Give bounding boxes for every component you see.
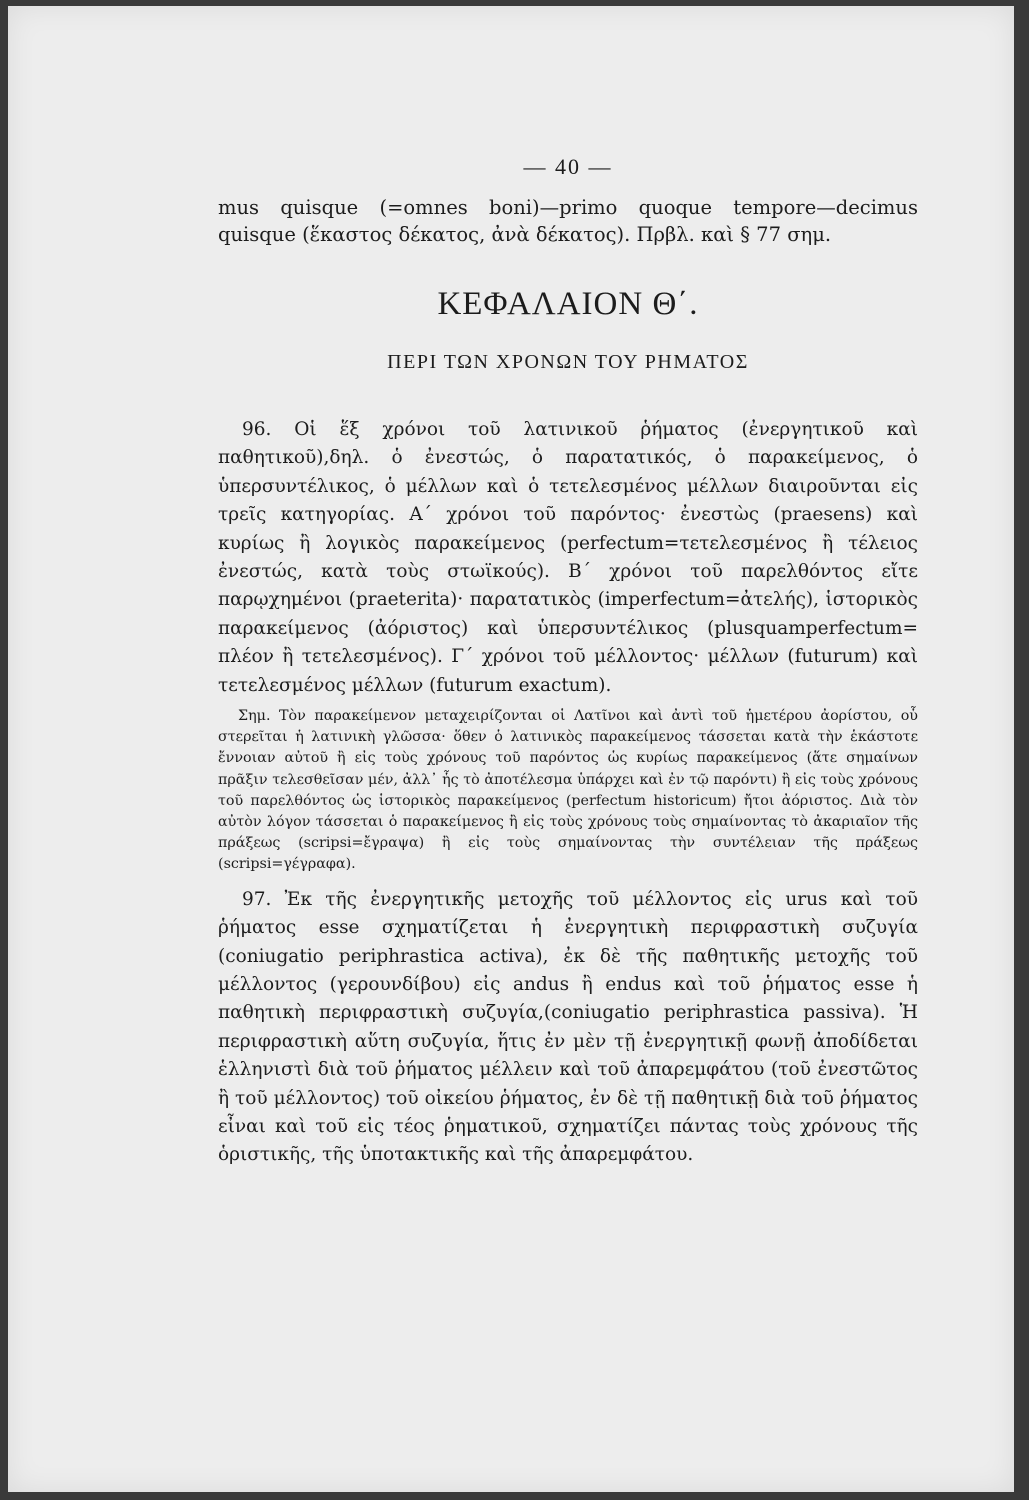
section-97: 97. Ἐκ τῆς ἐνεργητικῆς μετοχῆς τοῦ μέλλοντος εἰς urus καὶ τοῦ ῥήματος esse σχηματίζεται ἡ ἐνεργητικὴ περιφραστικὴ συζυγία (coniugatio periphrastica activa), ἐκ δὲ τῆς παθητικῆς μετοχῆς τοῦ μέλλοντος (γερουνδίβου) εἰς andus ἢ endus καὶ τοῦ ῥήματος esse ἡ παθητικὴ περιφραστικὴ συζυγία,(coniugatio periphrastica passiva). Ἡ περιφραστικὴ αὕτη συζυγία, ἥτις ἐν μὲν τῇ ἐνεργητικῇ φωνῇ ἀποδίδεται ἑλληνιστὶ διὰ τοῦ ῥήματος μέλλειν καὶ τοῦ ἀπαρεμφάτου (τοῦ ἐνεστῶτος ἢ τοῦ μέλλοντος) τοῦ οἰκείου ῥήματος, ἐν δὲ τῇ παθητικῇ διὰ τοῦ ῥήματος εἶναι καὶ τοῦ εἰς τέος ῥηματικοῦ, σχηματίζει πάντας τοὺς χρόνους τῆς ὁριστικῆς, τῆς ὑποτακτικῆς καὶ τῆς ἀπαρεμφάτου. [218, 888, 918, 1166]
section-96-note: Σημ. Τὸν παρακείμενον μεταχειρίζονται οἱ Λατῖνοι καὶ ἀντὶ τοῦ ἡμετέρου ἀορίστου, οὗ στερεῖται ἡ λατινικὴ γλῶσσα· ὅθεν ὁ λατινικὸς παρακείμενος τάσσεται κατὰ τὴν ἑκάστοτε ἔννοιαν αὐτοῦ ἢ εἰς τοὺς χρόνους τοῦ παρόντος ὡς κυρίως παρακείμενος (ἅτε σημαίνων πρᾶξιν τελεσθεῖσαν μέν, ἀλλ᾽ ἧς τὸ ἀποτέλεσμα ὑπάρχει καὶ ἐν τῷ παρόντι) ἢ εἰς τοὺς χρόνους τοῦ παρελθόντος ὡς ἱστορικὸς παρακείμενος (perfectum historicum) ἤτοι ἀόριστος. Διὰ τὸν αὐτὸν λόγον τάσσεται ὁ παρακείμενος ἢ εἰς τοὺς χρόνους τοὺς σημαίνοντας τὸ ἀκαριαῖον τῆς πράξεως (scripsi=ἔγραψα) ἢ εἰς τοὺς σημαίνοντας τὴν συντέλειαν τῆς πράξεως (scripsi=γέγραφα). [218, 708, 918, 873]
section-96: 96. Οἱ ἕξ χρόνοι τοῦ λατινικοῦ ῥήματος (ἐνεργητικοῦ καὶ παθητικοῦ),δηλ. ὁ ἐνεστώς, ὁ παρατατικός, ὁ παρακείμενος, ὁ ὑπερσυντέλικος, ὁ μέλλων καὶ ὁ τετελεσμένος μέλλων διαιροῦνται εἰς τρεῖς κατηγορίας. Α΄ χρόνοι τοῦ παρόντος· ἐνεστὼς (praesens) καὶ κυρίως ἢ λογικὸς παρακείμενος (perfectum=τετελεσμένος ἢ τέλειος ἐνεστώς, κατὰ τοὺς στωϊκούς). Β΄ χρόνοι τοῦ παρελθόντος εἴτε παρῳχημένοι (praeterita)· παρατατικὸς (imperfectum=ἀτελής), ἱστορικὸς παρακείμενος (ἀόριστος) καὶ ὑπερσυντέλικος (plusquamperfectum= πλέον ἢ τετελεσμένος). Γ΄ χρόνοι τοῦ μέλλοντος· μέλλων (futurum) καὶ τετελεσμένος μέλλων (futurum exactum). [218, 419, 918, 696]
page-content [218, 154, 918, 1176]
chapter-subtitle: ΠΕΡΙ ΤΩΝ ΧΡΟΝΩΝ ΤΟΥ ΡΗΜΑΤΟΣ [387, 351, 749, 373]
page-number: — 40 — [523, 154, 613, 179]
continued-text: mus quisque (=omnes boni)—primo quoque tempore—decimus quisque (ἕκαστος δέκατος, ἀνὰ δέκατος). Πρβλ. καὶ § 77 σημ. [218, 196, 918, 246]
chapter-title: ΚΕΦΑΛΑΙΟΝ Θ΄. [437, 286, 699, 322]
scanned-page [8, 6, 1014, 1492]
